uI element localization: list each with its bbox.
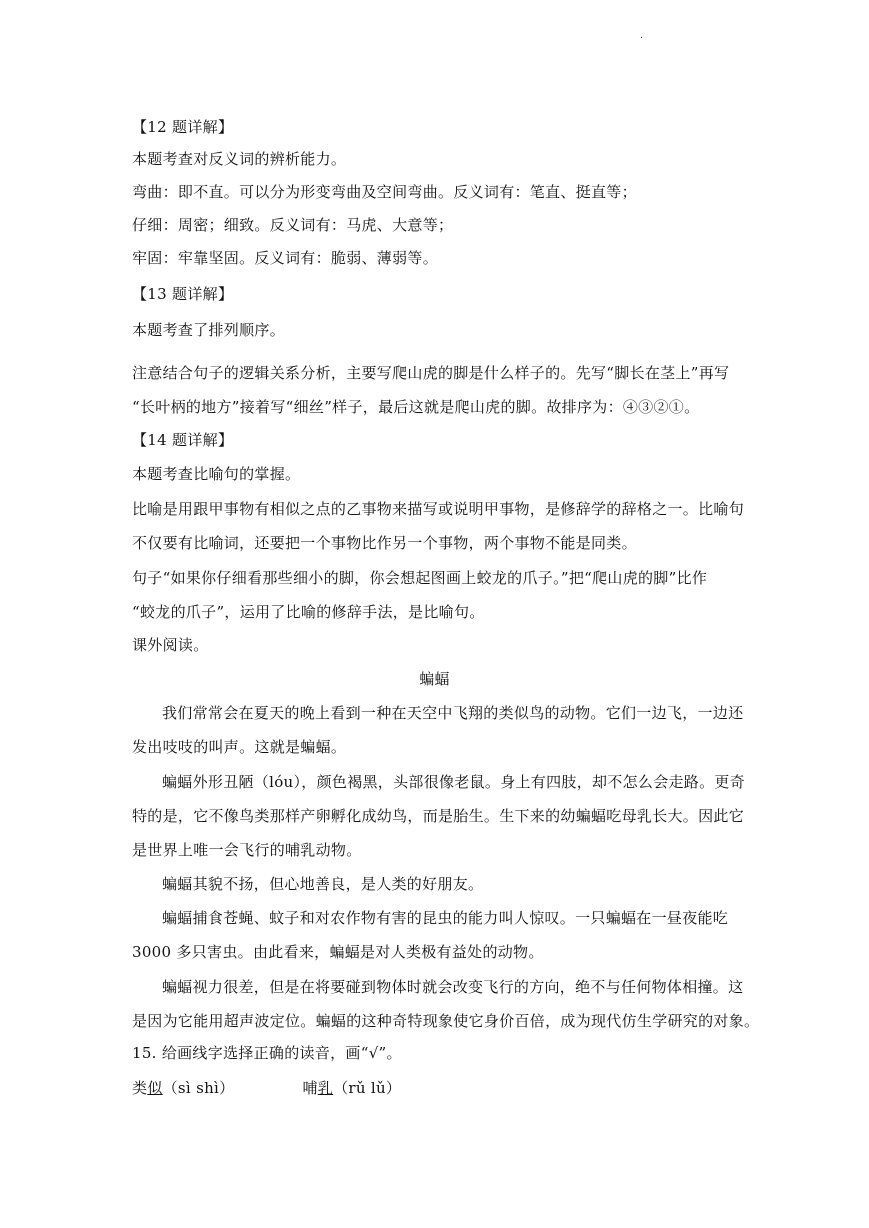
question-15-items	[132, 1078, 752, 1098]
item-2-underlined-char: 乳	[317, 1079, 334, 1097]
reading-p2-line-2: 特的是，它不像鸟类那样产卵孵化成幼鸟，而是胎生。生下来的幼蝙蝠吃母乳长大。因此它	[132, 807, 745, 825]
section-14-p2-line-1: 句子“如果你仔细看那些细小的脚，你会想起图画上蛟龙的爪子。”把“爬山虎的脚”比作	[132, 569, 708, 587]
section-12-line-3: 牢固：牢靠坚固。反义词有：脆弱、薄弱等。	[132, 249, 439, 267]
section-14-p1-line-2: 不仅要有比喻词，还要把一个事物比作另一个事物，两个事物不能是同类。	[132, 534, 637, 552]
reading-p3-line-1: 蝙蝠其貌不扬，但心地善良，是人类的好朋友。	[162, 875, 484, 893]
section-14-p2-line-2: “蛟龙的爪子”，运用了比喻的修辞手法，是比喻句。	[132, 603, 485, 621]
section-13-heading: 【13 题详解】	[132, 285, 234, 303]
section-13-intro: 本题考查了排列顺序。	[132, 321, 286, 339]
reading-p5-line-2: 是因为它能用超声波定位。蝙蝠的这种奇特现象使它身价百倍，成为现代仿生学研究的对象。	[132, 1012, 760, 1030]
reading-p2-line-1: 蝙蝠外形丑陋（lóu），颜色褐黑，头部很像老鼠。身上有四肢，却不怎么会走路。更奇	[162, 773, 745, 791]
section-12-line-2: 仔细：周密；细致。反义词有：马虎、大意等；	[132, 216, 454, 234]
reading-title: 蝙蝠	[419, 670, 450, 688]
item-2-prefix: 哺	[302, 1079, 318, 1097]
reading-label: 课外阅读。	[132, 636, 209, 654]
reading-p4-line-1: 蝙蝠捕食苍蝇、蚊子和对农作物有害的昆虫的能力叫人惊叹。一只蝙蝠在一昼夜能吃	[162, 909, 729, 927]
section-12-line-1: 弯曲：即不直。可以分为形变弯曲及空间弯曲。反义词有：笔直、挺直等；	[132, 183, 637, 201]
reading-p4-line-2: 3000 多只害虫。由此看来，蝙蝠是对人类极有益处的动物。	[132, 943, 544, 961]
item-2-options: （rǔ lǔ）	[333, 1079, 402, 1097]
header-dot: .	[640, 30, 644, 41]
reading-p2-line-3: 是世界上唯一会飞行的哺乳动物。	[132, 841, 362, 859]
reading-p5-line-1: 蝙蝠视力很差，但是在将要碰到物体时就会改变飞行的方向，绝不与任何物体相撞。这	[162, 978, 744, 996]
reading-p1-line-2: 发出吱吱的叫声。这就是蝙蝠。	[132, 738, 347, 756]
section-14-p1-line-1: 比喻是用跟甲事物有相似之点的乙事物来描写或说明甲事物，是修辞学的辞格之一。比喻句	[132, 500, 745, 518]
reading-p1-line-1: 我们常常会在夏天的晚上看到一种在天空中飞翔的类似鸟的动物。它们一边飞，一边还	[162, 704, 744, 722]
section-12-heading: 【12 题详解】	[132, 118, 234, 136]
section-14-heading: 【14 题详解】	[132, 431, 234, 449]
item-1-prefix: 类	[132, 1079, 148, 1097]
section-13-para-line-1: 注意结合句子的逻辑关系分析，主要写爬山虎的脚是什么样子的。先写“脚长在茎上”再写	[132, 364, 730, 382]
section-13-para-line-2: “长叶柄的地方”接着写“细丝”样子，最后这就是爬山虎的脚。故排序为：④③②①。	[132, 398, 700, 416]
section-14-intro: 本题考查比喻句的掌握。	[132, 465, 301, 483]
section-12-intro: 本题考查对反义词的辨析能力。	[132, 150, 347, 168]
item-1-underlined-char: 似	[147, 1079, 163, 1097]
item-1-options: （sì shì）	[162, 1079, 235, 1097]
question-15-prompt: 15. 给画线字选择正确的读音，画“√”。	[132, 1044, 402, 1062]
